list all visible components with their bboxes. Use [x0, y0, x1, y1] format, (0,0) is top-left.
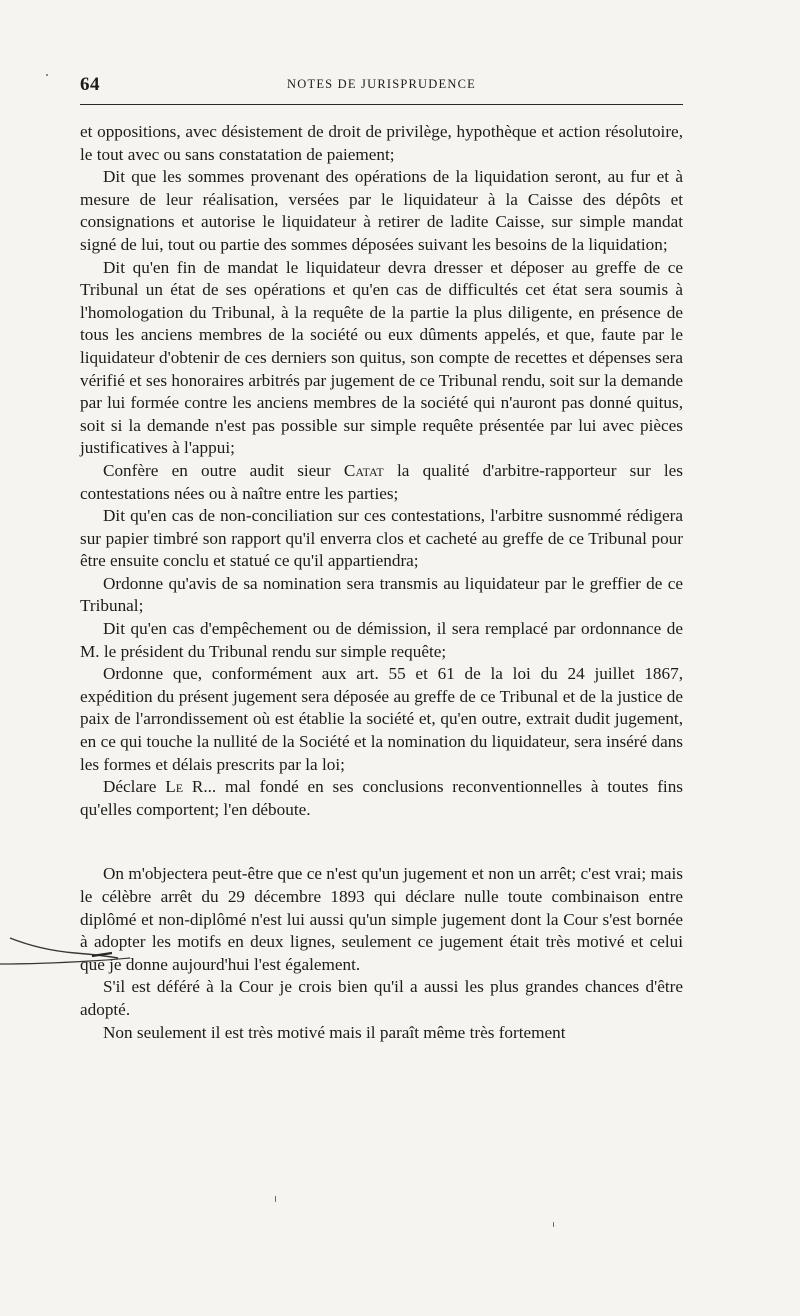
person-name: Le R...: [165, 777, 217, 797]
running-head: NOTES DE JURISPRUDENCE: [287, 77, 476, 91]
commentary-paragraph: S'il est déféré à la Cour je crois bien qu'il a aussi les plus grandes chances d'être adopté.: [80, 977, 683, 1019]
paragraph: Ordonne que, conformément aux art. 55 et 61 de la loi du 24 juillet 1867, expédition du présent jugement sera déposée au greffe de ce Tribunal et de la justice de paix de l'arrondissement où est établie la société et, qu'en outre, extrait dudit jugement, en ce qui touche la nullité de la Société et la nomination du liquidateur, sera inséré dans les formes et délais prescrits par la loi;: [80, 664, 683, 774]
pencil-mark: [0, 920, 150, 980]
paragraph: [80, 460, 683, 505]
body-text: [80, 121, 683, 1044]
page-number: 64: [80, 74, 100, 95]
person-name: Catat: [343, 460, 384, 480]
paragraph: Dit qu'en cas d'empêchement ou de démission, il sera remplacé par ordonnance de M. le président du Tribunal rendu sur simple requête;: [80, 619, 683, 661]
paragraph: Dit qu'en fin de mandat le liquidateur devra dresser et déposer au greffe de ce Tribunal un état de ses opérations et qu'en cas de difficultés cet état sera soumis à l'homologation du Tribunal, à la requête de la partie la plus diligente, en présence de tous les anciens membres de la société ou eux dûments appelés, et que, faute par le liquidateur d'obtenir de ces derniers son quitus, son compte de recettes et dépenses sera vérifié et ses honoraires arbitrés par jugement de ce Tribunal rendu, soit sur la demande par lui formée contre les anciens membres de la société qui n'auront pas donné quitus, soit si la demande n'est pas possible sur simple requête présentée par lui avec pièces justificatives à l'appui;: [80, 257, 683, 458]
paragraph-text: la qualité d'arbitre-rapporteur sur les contestations nées ou à naître entre les parties;: [80, 460, 683, 503]
paragraph-text: Confère en outre audit sieur: [103, 460, 344, 480]
section-gap: [80, 821, 683, 863]
paragraph: Dit que les sommes provenant des opérations de la liquidation seront, au fur et à mesure de leur réalisation, versées par le liquidateur à la Caisse des dépôts et consignations et autorise le liquidateur à retirer de ladite Caisse, sur simple mandat signé de lui, tout ou partie des sommes déposées suivant les besoins de la liquidation;: [80, 167, 683, 254]
paragraph-text: mal fondé en ses conclusions reconventionnelles à toutes fins qu'elles comportent; l'en déboute.: [80, 777, 683, 819]
page-header: [80, 74, 683, 98]
paragraph-text: Déclare: [103, 777, 166, 797]
header-rule: [80, 104, 683, 105]
commentary-paragraph: On m'objectera peut-être que ce n'est qu'un jugement et non un arrêt; c'est vrai; mais le célèbre arrêt du 29 décembre 1893 qui déclare nulle toute combinaison entre diplômé et non-diplômé n'est lui aussi qu'un simple jugement dont la Cour s'est bornée à adopter les motifs en deux lignes, seulement ce jugement était très motivé et celui que je donne aujourd'hui l'est également.: [80, 864, 683, 974]
speck: [553, 1222, 554, 1227]
speck: [275, 1196, 276, 1202]
speck: [46, 74, 48, 76]
paragraph: Dit qu'en cas de non-conciliation sur ces contestations, l'arbitre susnommé rédigera sur papier timbré son rapport qu'il enverra clos et cacheté au greffe de ce Tribunal pour être ensuite conclu et statué ce qu'il appartiendra;: [80, 506, 683, 571]
paragraph: et oppositions, avec désistement de droit de privilège, hypothèque et action résolutoire, le tout avec ou sans constatation de paiement;: [80, 122, 683, 164]
paragraph: Ordonne qu'avis de sa nomination sera transmis au liquidateur par le greffier de ce Tribunal;: [80, 573, 683, 616]
commentary-paragraph: Non seulement il est très motivé mais il paraît même très fortement: [103, 1022, 566, 1042]
paragraph: [80, 776, 683, 821]
